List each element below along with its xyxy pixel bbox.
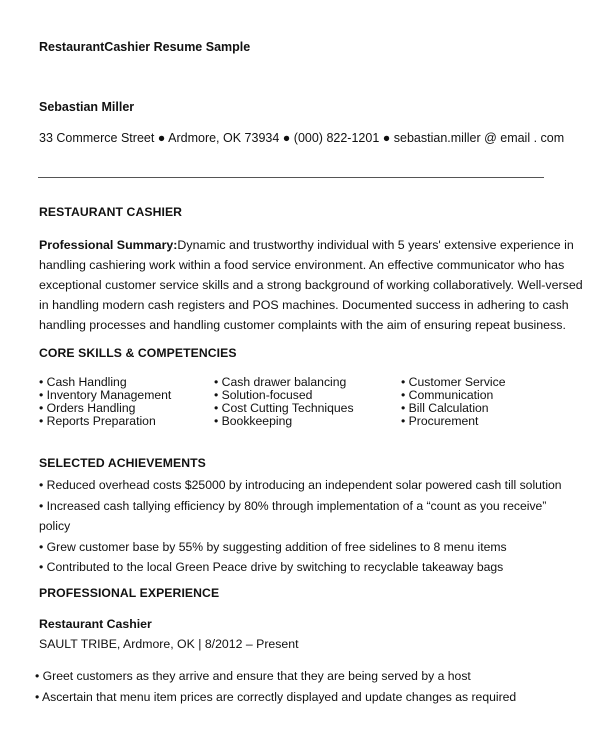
achievement-item: • Grew customer base by 55% by suggesting addition of free sidelines to 8 menu items: [39, 539, 507, 554]
skill-item: • Cost Cutting Techniques: [214, 401, 354, 415]
summary-line: in handling modern cash registers and POS machines. Documented success in adhering to cash: [39, 298, 569, 312]
job-duties-list: [35, 666, 516, 707]
document-title: RestaurantCashier Resume Sample: [39, 40, 251, 54]
job-employer-dates: SAULT TRIBE, Ardmore, OK | 8/2012 – Present: [39, 637, 299, 651]
skills-column-1: [39, 376, 171, 428]
skill-item: • Customer Service: [401, 375, 506, 389]
skills-column-2: [214, 376, 354, 428]
skill-item: • Cash Handling: [39, 375, 127, 389]
skill-item: • Solution-focused: [214, 388, 313, 402]
achievements-list: [39, 475, 562, 578]
experience-heading: PROFESSIONAL EXPERIENCE: [39, 586, 220, 600]
skill-item: • Orders Handling: [39, 401, 136, 415]
skill-item: • Communication: [401, 388, 494, 402]
skill-item: • Bookkeeping: [214, 414, 293, 428]
summary-line: handling cashiering work within a food service environment. An effective communicator who has: [39, 258, 565, 272]
achievements-heading: SELECTED ACHIEVEMENTS: [39, 456, 206, 470]
skill-item: • Cash drawer balancing: [214, 375, 347, 389]
skill-item: • Reports Preparation: [39, 414, 156, 428]
contact-line: 33 Commerce Street ● Ardmore, OK 73934 ● (000) 822-1201 ● sebastian.miller @ email . com: [39, 131, 565, 145]
duty-item: • Ascertain that menu item prices are correctly displayed and update changes as required: [35, 689, 517, 704]
achievement-item: • Contributed to the local Green Peace drive by switching to recyclable takeaway bags: [39, 560, 504, 574]
job-title: Restaurant Cashier: [39, 617, 152, 631]
skills-heading: CORE SKILLS & COMPETENCIES: [39, 346, 237, 360]
duty-item: • Greet customers as they arrive and ensure that they are being served by a host: [35, 669, 471, 683]
summary-text: Dynamic and trustworthy individual with 5 years' extensive experience in: [177, 238, 574, 252]
position-heading: RESTAURANT CASHIER: [39, 205, 183, 219]
achievement-item: • Reduced overhead costs $25000 by introducing an independent solar powered cash till solution: [39, 478, 562, 492]
skill-item: • Procurement: [401, 414, 479, 428]
candidate-name: Sebastian Miller: [39, 100, 135, 114]
summary-line: exceptional customer service skills and a strong background of working collaboratively. Well-versed: [39, 278, 583, 292]
skill-item: • Inventory Management: [39, 388, 172, 402]
header-divider: [38, 177, 544, 178]
skills-column-3: [401, 376, 506, 428]
achievement-item: • Increased cash tallying efficiency by 80% through implementation of a “count as you receive”: [39, 498, 547, 513]
professional-summary: [39, 235, 583, 335]
skill-item: • Bill Calculation: [401, 401, 489, 415]
summary-label: Professional Summary:: [39, 238, 178, 252]
summary-line: [39, 235, 574, 255]
achievement-item: policy: [39, 519, 71, 533]
summary-line: handling processes and handling customer complaints with the aim of ensuring repeat business.: [39, 318, 566, 332]
